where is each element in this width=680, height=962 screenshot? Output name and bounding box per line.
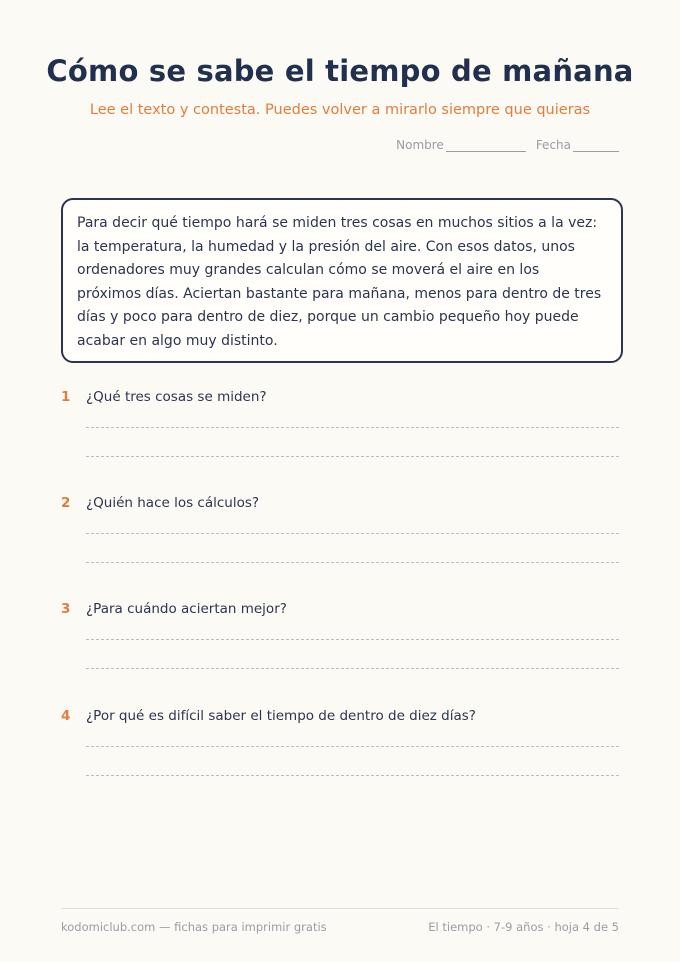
date-blank[interactable] — [573, 139, 619, 152]
question-text: ¿Quién hace los cálculos? — [86, 495, 260, 511]
question-3 — [61, 601, 621, 617]
question-number: 4 — [61, 708, 71, 724]
question-number: 2 — [61, 495, 71, 511]
footer-site: kodomiclub.com — fichas para imprimir gratis — [61, 920, 327, 934]
name-blank[interactable] — [446, 139, 526, 152]
answer-line[interactable] — [86, 746, 619, 747]
question-number: 1 — [61, 389, 71, 405]
answer-line[interactable] — [86, 668, 619, 669]
question-text: ¿Por qué es difícil saber el tiempo de dentro de diez días? — [86, 708, 476, 724]
question-2 — [61, 495, 621, 511]
footer-sheet-info: El tiempo · 7-9 años · hoja 4 de 5 — [428, 920, 619, 934]
answer-line[interactable] — [86, 427, 619, 428]
page-title: Cómo se sabe el tiempo de mañana — [46, 54, 634, 88]
question-text: ¿Qué tres cosas se miden? — [86, 389, 267, 405]
answer-line[interactable] — [86, 533, 619, 534]
date-label: Fecha — [535, 138, 571, 152]
page-subtitle: Lee el texto y contesta. Puedes volver a mirarlo siempre que quieras — [89, 102, 591, 118]
answer-line[interactable] — [86, 456, 619, 457]
answer-line[interactable] — [86, 775, 619, 776]
question-4 — [61, 708, 621, 724]
reading-box: Para decir qué tiempo hará se miden tres cosas en muchos sitios a la vez: la temperatura, la humedad y la presión del aire. Con esos datos, unos ordenadores muy grandes calculan cómo se moverá el aire en los próximos días. Aciertan bastante para mañana, menos para dentro de tres días y poco para dentro de diez, porque un cambio pequeño hoy puede acabar en algo muy distinto. — [61, 198, 623, 363]
name-label: Nombre — [396, 138, 444, 152]
footer-divider — [61, 908, 619, 909]
answer-line[interactable] — [86, 562, 619, 563]
question-1 — [61, 389, 621, 405]
answer-line[interactable] — [86, 639, 619, 640]
question-number: 3 — [61, 601, 71, 617]
name-date-fields — [396, 138, 619, 152]
question-text: ¿Para cuándo aciertan mejor? — [86, 601, 287, 617]
